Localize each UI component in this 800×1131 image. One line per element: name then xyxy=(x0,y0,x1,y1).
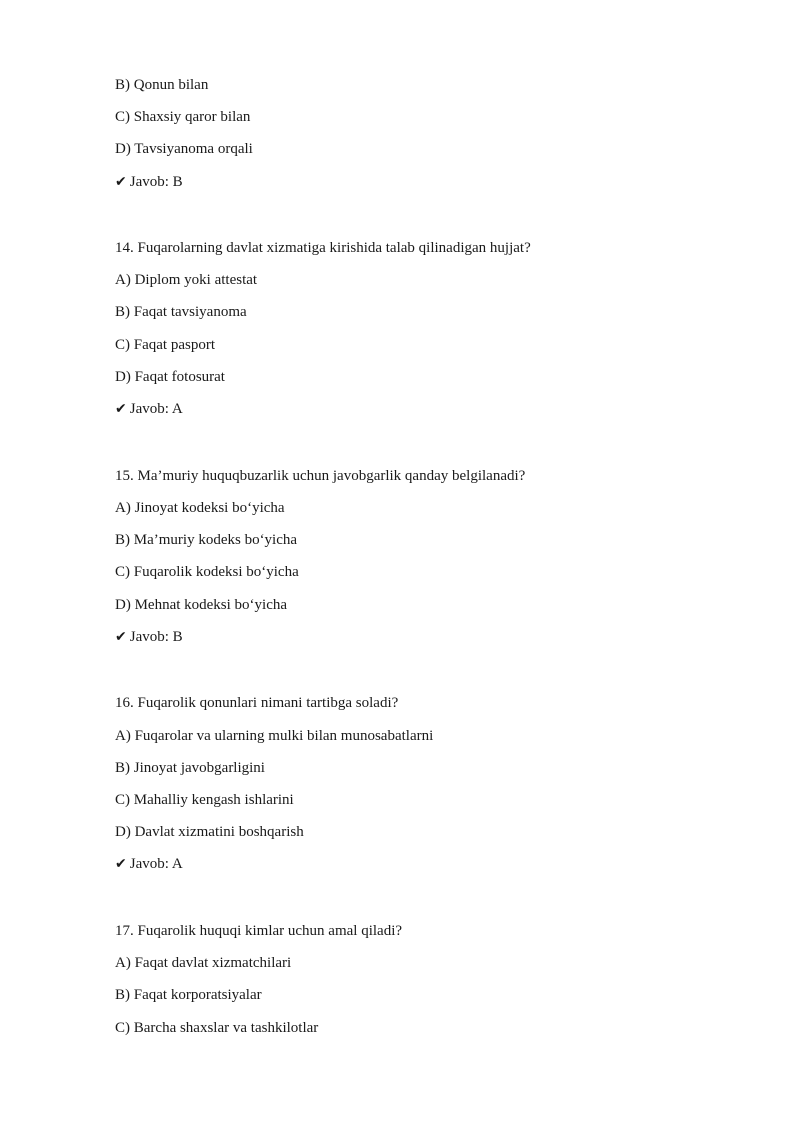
checkmark-icon: ✔ xyxy=(115,856,127,872)
checkmark-icon: ✔ xyxy=(115,629,127,645)
answer-line xyxy=(115,172,183,192)
question-text: 17. Fuqarolik huquqi kimlar uchun amal qiladi? xyxy=(115,923,403,939)
question-text: 14. Fuqarolarning davlat xizmatiga kirishida talab qilinadigan hujjat? xyxy=(115,240,531,256)
option-d: D) Faqat fotosurat xyxy=(115,369,225,385)
checkmark-icon: ✔ xyxy=(115,174,127,190)
option-b: B) Faqat tavsiyanoma xyxy=(115,304,247,320)
option-d: D) Mehnat kodeksi bo‘yicha xyxy=(115,597,288,613)
option-c: C) Shaxsiy qaror bilan xyxy=(115,109,251,125)
option-b: B) Jinoyat javobgarligini xyxy=(115,760,265,776)
option-c: C) Mahalliy kengash ishlarini xyxy=(115,792,294,808)
option-b: B) Ma’muriy kodeks bo‘yicha xyxy=(115,532,298,548)
option-c: C) Faqat pasport xyxy=(115,337,215,353)
question-text: 16. Fuqarolik qonunlari nimani tartibga soladi? xyxy=(115,695,399,711)
answer-line xyxy=(115,627,183,647)
checkmark-icon: ✔ xyxy=(115,401,127,417)
option-a: A) Fuqarolar va ularning mulki bilan munosabatlarni xyxy=(115,728,434,744)
option-c: C) Barcha shaxslar va tashkilotlar xyxy=(115,1020,319,1036)
question-text: 15. Ma’muriy huquqbuzarlik uchun javobgarlik qanday belgilanadi? xyxy=(115,468,526,484)
option-d: D) Davlat xizmatini boshqarish xyxy=(115,824,304,840)
option-c: C) Fuqarolik kodeksi bo‘yicha xyxy=(115,564,299,580)
option-a: A) Diplom yoki attestat xyxy=(115,272,258,288)
answer-text: Javob: B xyxy=(129,174,183,190)
option-a: A) Jinoyat kodeksi bo‘yicha xyxy=(115,500,285,516)
answer-text: Javob: B xyxy=(129,629,183,645)
answer-text: Javob: A xyxy=(129,856,183,872)
option-a: A) Faqat davlat xizmatchilari xyxy=(115,955,292,971)
option-b: B) Faqat korporatsiyalar xyxy=(115,987,262,1003)
answer-line xyxy=(115,399,183,419)
option-b: B) Qonun bilan xyxy=(115,77,209,93)
option-d: D) Tavsiyanoma orqali xyxy=(115,141,253,157)
answer-text: Javob: A xyxy=(129,401,183,417)
answer-line xyxy=(115,854,183,874)
